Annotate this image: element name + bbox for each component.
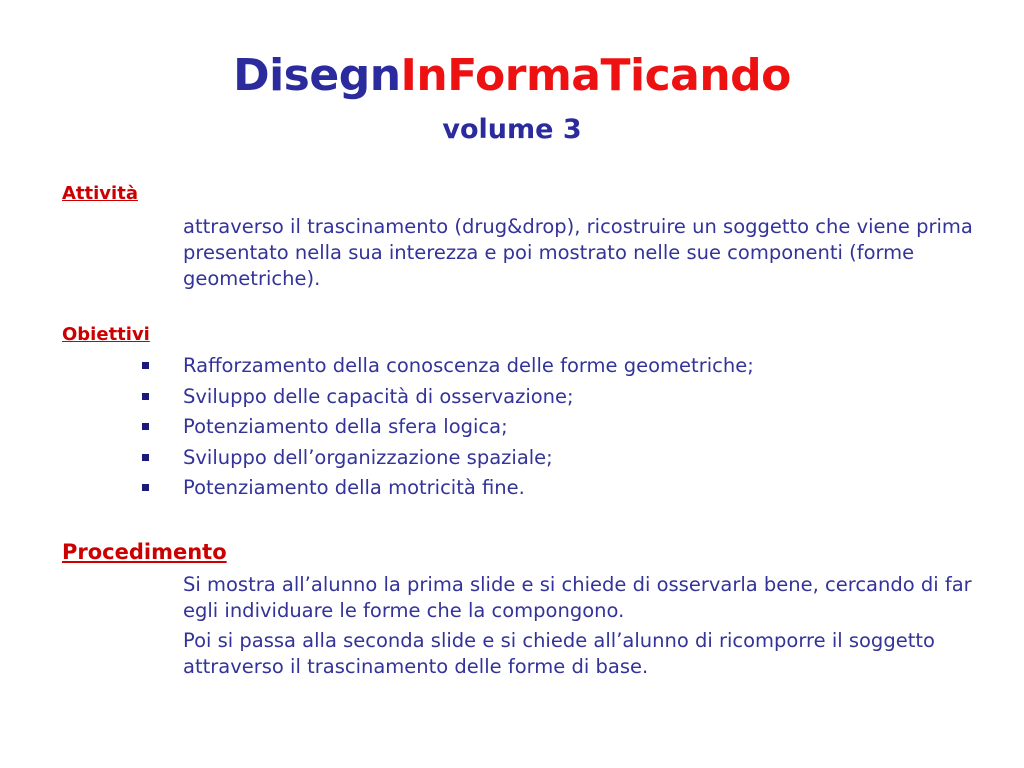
square-bullet-icon xyxy=(142,484,149,491)
list-item-text: Potenziamento della motricità fine. xyxy=(183,476,525,499)
procedimento-heading: Procedimento xyxy=(62,540,227,564)
list-item-text: Sviluppo dell’organizzazione spaziale; xyxy=(183,445,553,469)
list-item xyxy=(140,351,754,382)
list-item xyxy=(140,382,754,413)
list-item xyxy=(140,443,754,474)
list-item xyxy=(140,473,754,504)
square-bullet-icon xyxy=(142,362,149,369)
square-bullet-icon xyxy=(142,393,149,400)
slide-title xyxy=(0,46,1024,106)
title-part-disegn: Disegn xyxy=(233,50,401,101)
list-item-text: Potenziamento della sfera logica; xyxy=(183,415,508,438)
obiettivi-heading: Obiettivi xyxy=(62,324,150,345)
attivita-text: attraverso il trascinamento (drug&drop), ricostruire un soggetto che viene prima presentato nella sua interezza e poi mostrato nelle sue componenti (forme geometriche). xyxy=(183,215,973,290)
title-part-informaticando: InFormaTicando xyxy=(400,50,791,101)
slide-subtitle: volume 3 xyxy=(442,114,582,145)
procedimento-paragraph-2: Poi si passa alla seconda slide e si chiede all’alunno di ricomporre il soggetto attraverso il trascinamento delle forme di base. xyxy=(183,629,935,678)
obiettivi-list xyxy=(140,351,754,504)
list-item xyxy=(140,412,754,443)
procedimento-paragraph-1: Si mostra all’alunno la prima slide e si chiede di osservarla bene, cercando di far egli individuare le forme che la compongono. xyxy=(183,573,972,622)
list-item-text: Sviluppo delle capacità di osservazione; xyxy=(183,384,574,408)
attivita-heading: Attività xyxy=(62,183,138,204)
list-item-text: Rafforzamento della conoscenza delle forme geometriche; xyxy=(183,354,754,377)
square-bullet-icon xyxy=(142,423,149,430)
square-bullet-icon xyxy=(142,454,149,461)
